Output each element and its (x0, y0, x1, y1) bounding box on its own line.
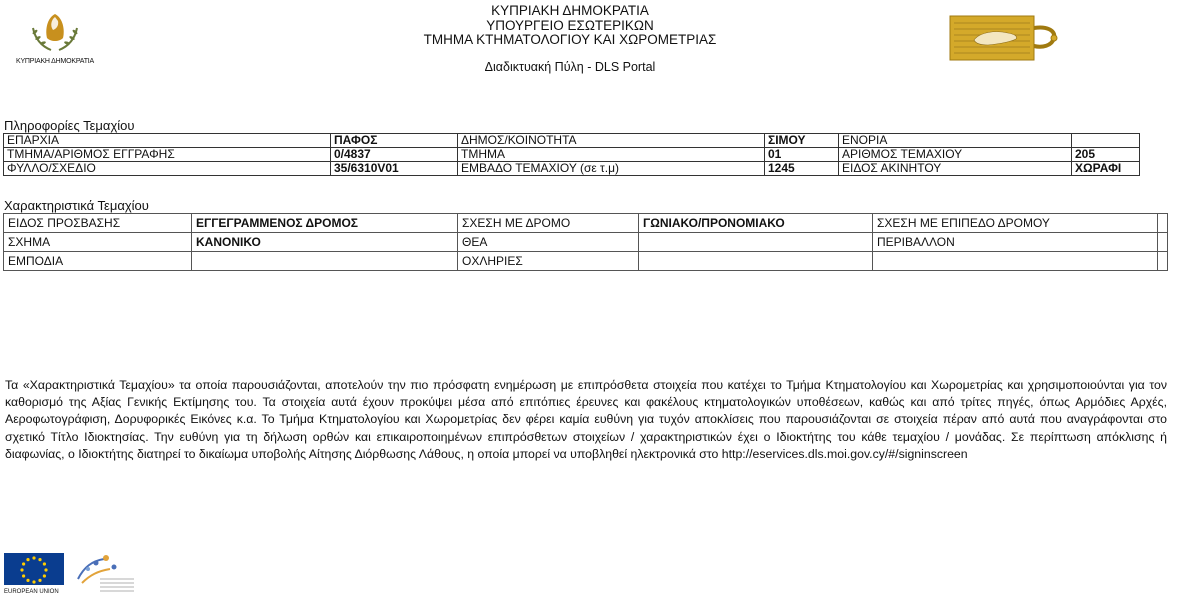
value-cell (1158, 252, 1168, 271)
label-cell: ΦΥΛΛΟ/ΣΧΕΔΙΟ (4, 162, 331, 176)
table-row (4, 134, 1140, 148)
cyprus-coat-of-arms-icon (25, 8, 85, 56)
label-cell: ΕΜΠΟΔΙΑ (4, 252, 192, 271)
label-cell: ΠΕΡΙΒΑΛΛΟΝ (873, 233, 1158, 252)
label-cell: ΣΧΗΜΑ (4, 233, 192, 252)
label-cell (873, 252, 1158, 271)
eu-flag-icon (4, 553, 64, 585)
label-cell: ΕΠΑΡΧΙΑ (4, 134, 331, 148)
land-registry-stamp (948, 14, 1064, 65)
value-cell (639, 252, 873, 271)
value-cell (1158, 214, 1168, 233)
label-cell: ΤΜΗΜΑ (458, 148, 765, 162)
label-cell: ΑΡΙΘΜΟΣ ΤΕΜΑΧΙΟΥ (839, 148, 1072, 162)
value-cell: ΧΩΡΑΦΙ (1072, 162, 1140, 176)
table-row (4, 214, 1168, 233)
value-cell (1072, 134, 1140, 148)
label-cell: ΕΙΔΟΣ ΑΚΙΝΗΤΟΥ (839, 162, 1072, 176)
cofunded-logo (70, 549, 138, 598)
table-row (4, 233, 1168, 252)
value-cell: 35/6310V01 (331, 162, 458, 176)
header-country: ΚΥΠΡΙΑΚΗ ΔΗΜΟΚΡΑΤΙΑ (491, 3, 649, 18)
label-cell: ΤΜΗΜΑ/ΑΡΙΘΜΟΣ ΕΓΓΡΑΦΗΣ (4, 148, 331, 162)
table-row (4, 252, 1168, 271)
portal-title: Διαδικτυακή Πύλη - DLS Portal (484, 60, 656, 74)
table-row (4, 162, 1140, 176)
value-cell: ΣΙΜΟΥ (765, 134, 839, 148)
header-title-block (300, 4, 840, 48)
parcel-info-table (3, 133, 1140, 176)
label-cell: ΔΗΜΟΣ/ΚΟΙΝΟΤΗΤΑ (458, 134, 765, 148)
parcel-features-table (3, 213, 1168, 271)
cofunded-logo-icon (70, 549, 138, 595)
label-cell: ΣΧΕΣΗ ΜΕ ΔΡΟΜΟ (458, 214, 639, 233)
header-department: ΤΜΗΜΑ ΚΤΗΜΑΤΟΛΟΓΙΟΥ ΚΑΙ ΧΩΡΟΜΕΤΡΙΑΣ (423, 32, 717, 47)
value-cell: 1245 (765, 162, 839, 176)
parcel-info-title: Πληροφορίες Τεμαχίου (4, 118, 135, 133)
value-cell: ΕΓΓΕΓΡΑΜΜΕΝΟΣ ΔΡΟΜΟΣ (192, 214, 458, 233)
land-registry-stamp-icon (948, 14, 1064, 62)
parcel-features-title: Χαρακτηριστικά Τεμαχίου (4, 198, 149, 213)
label-cell: ΕΙΔΟΣ ΠΡΟΣΒΑΣΗΣ (4, 214, 192, 233)
coat-of-arms-logo (14, 8, 96, 65)
coat-of-arms-caption: ΚΥΠΡΙΑΚΗ ΔΗΜΟΚΡΑΤΙΑ (15, 58, 95, 65)
disclaimer-text: Τα «Χαρακτηριστικά Τεμαχίου» τα οποία παρουσιάζονται, αποτελούν την πιο πρόσφατη ενημέρωση με επιπρόσθετα στοιχεία που κατέχει το Τμήμα Κτηματολογίου και Χωρομετρίας και χρησιμοποιούνται για τον καθορισμό της Αξίας Γενικής Εκτίμησης του. Τα στοιχεία αυτά έχουν προκύψει μέσα από επιτόπιες έρευνες και φακέλους κτηματολογικών υποθέσεων, καθώς και από τρίτες πηγές, όπως Αρμόδιες Αρχές, Αεροφωτογράφιση, Δορυφορικές Εικόνες κ.α. Το Τμήμα Κτηματολογίου και Χωρομετρίας δεν φέρει καμία ευθύνη για τυχόν αποκλίσεις που παρουσιάζονται σε στοιχεία πέραν από αυτά που αναγράφονται στο σχετικό Τίτλο Ιδιοκτησίας. Την ευθύνη για τη δήλωση ορθών και επικαιροποιημένων επιπρόσθετων στοιχείων / χαρακτηριστικών έχει ο Ιδιοκτήτης του κάθε τεμαχίου / μονάδας. Σε περίπτωση απόκλισης ή διαφωνίας, ο Ιδιοκτήτης διατηρεί το δικαίωμα υποβολής Αίτησης Διόρθωσης Λάθους, η οποία μπορεί να υποβληθεί ηλεκτρονικά στο http://eservices.dls.moi.gov.cy/#/signinscreen (5, 378, 1167, 461)
value-cell (639, 233, 873, 252)
label-cell: ΕΜΒΑΔΟ ΤΕΜΑΧΙΟΥ (σε τ.μ) (458, 162, 765, 176)
value-cell (192, 252, 458, 271)
label-cell: ΟΧΛΗΡΙΕΣ (458, 252, 639, 271)
eu-logo (4, 553, 64, 595)
value-cell: ΓΩΝΙΑΚΟ/ΠΡΟΝΟΜΙΑΚΟ (639, 214, 873, 233)
value-cell (1158, 233, 1168, 252)
value-cell: 0/4837 (331, 148, 458, 162)
header-ministry: ΥΠΟΥΡΓΕΙΟ ΕΣΩΤΕΡΙΚΩΝ (486, 17, 654, 33)
value-cell: ΠΑΦΟΣ (331, 134, 458, 148)
label-cell: ΣΧΕΣΗ ΜΕ ΕΠΙΠΕΔΟ ΔΡΟΜΟΥ (873, 214, 1158, 233)
value-cell: 01 (765, 148, 839, 162)
value-cell: ΚΑΝΟΝΙΚΟ (192, 233, 458, 252)
table-row (4, 148, 1140, 162)
label-cell: ΕΝΟΡΙΑ (839, 134, 1072, 148)
label-cell: ΘΕΑ (458, 233, 639, 252)
eu-caption: EUROPEAN UNION (4, 589, 59, 595)
value-cell: 205 (1072, 148, 1140, 162)
